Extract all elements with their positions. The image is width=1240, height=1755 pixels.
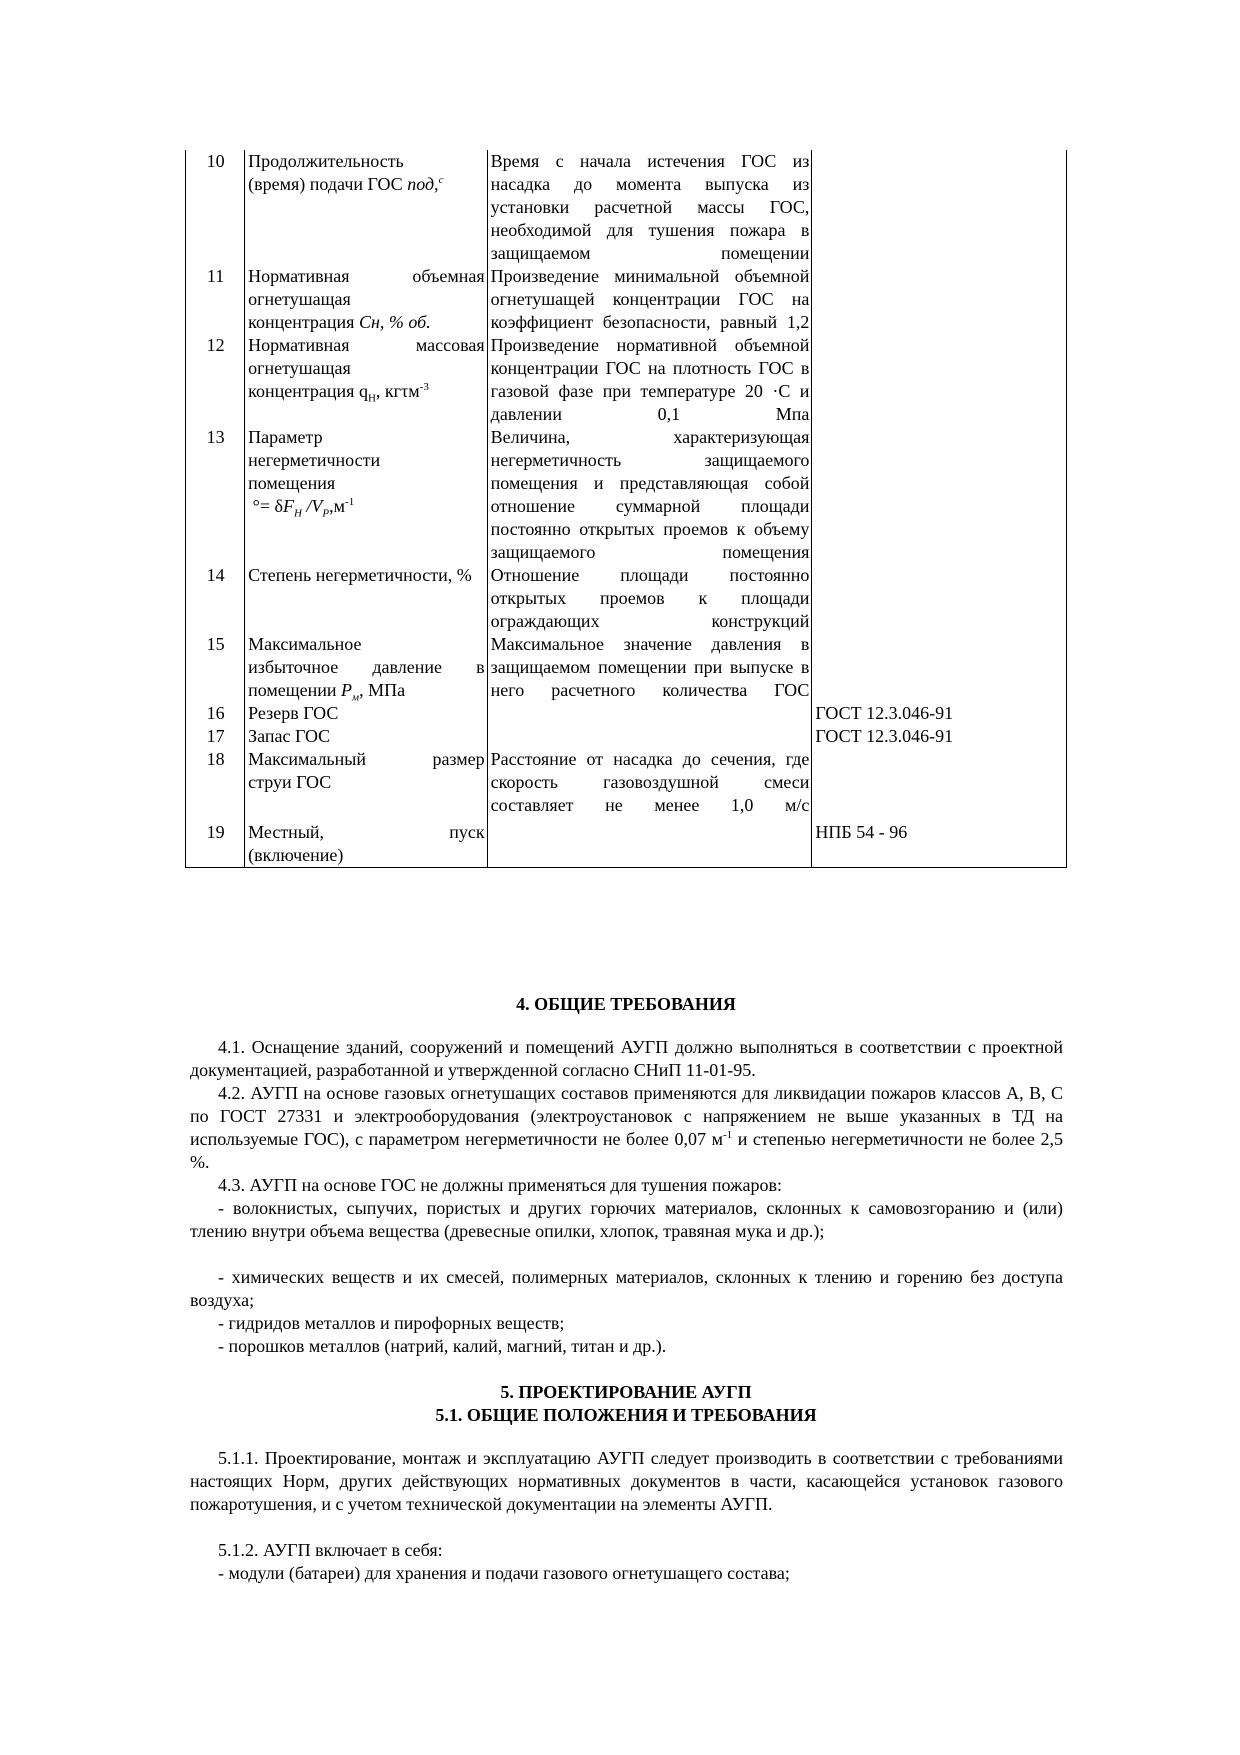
table-row bbox=[186, 334, 1067, 426]
term-definition: Произведение нормативной объемной концентрации ГОС на плотность ГОС в газовой фазе при температуре 20 ·С и давлении 0,1 Мпа bbox=[487, 334, 812, 426]
term-reference bbox=[812, 564, 1067, 633]
paragraph-text: - порошков металлов (натрий, калий, магний, титан и др.). bbox=[218, 1336, 667, 1356]
row-number: 11 bbox=[186, 265, 245, 334]
paragraph-text: - модули (батареи) для хранения и подачи газового огнетушащего состава; bbox=[218, 1563, 790, 1583]
paragraph-text: - гидридов металлов и пирофорных веществ; bbox=[218, 1313, 565, 1333]
paragraph-text: 5.1.2. АУГП включает в себя: bbox=[218, 1540, 443, 1560]
paragraph-text: - волокнистых, сыпучих, пористых и других горючих материалов, склонных к самовозгоранию и (или) тлению внутри объема вещества (древесные опилки, хлопок, травяная мука и др.); bbox=[190, 1198, 1063, 1241]
term-reference bbox=[812, 150, 1067, 265]
row-number: 19 bbox=[186, 817, 245, 868]
term-reference bbox=[812, 265, 1067, 334]
row-number: 18 bbox=[186, 748, 245, 817]
paragraph-text: 4.2. АУГП на основе газовых огнетушащих составов применяются для ликвидации пожаров классов А, В, С по ГОСТ 27331 и электрооборудования (электроустановок с напряжением не выше указанных в ТД на используемые ГОС), с параметром негерметичности не более 0,07 м bbox=[190, 1083, 1063, 1149]
list-item bbox=[190, 1266, 1063, 1312]
table-row bbox=[186, 748, 1067, 817]
list-item bbox=[190, 1335, 1063, 1358]
list-item bbox=[190, 1197, 1063, 1243]
term-name: Резерв ГОС bbox=[245, 702, 488, 725]
term-reference bbox=[812, 633, 1067, 702]
term-definition bbox=[487, 725, 812, 748]
row-number: 16 bbox=[186, 702, 245, 725]
table-row bbox=[186, 817, 1067, 868]
paragraph-4-1 bbox=[190, 1036, 1063, 1082]
term-name: Запас ГОС bbox=[245, 725, 488, 748]
paragraph-5-1-1 bbox=[190, 1447, 1063, 1516]
term-reference bbox=[812, 748, 1067, 817]
row-number: 12 bbox=[186, 334, 245, 426]
paragraph-4-3 bbox=[190, 1174, 1063, 1197]
paragraph-text: - химических веществ и их смесей, полимерных материалов, склонных к тлению и горению без доступа воздуха; bbox=[190, 1267, 1063, 1310]
superscript: -1 bbox=[722, 1129, 733, 1141]
term-definition bbox=[487, 817, 812, 868]
paragraph-text: 4.3. АУГП на основе ГОС не должны применяться для тушения пожаров: bbox=[218, 1175, 782, 1195]
term-definition: Максимальное значение давления в защищаемом помещении при выпуске в него расчетного количества ГОС bbox=[487, 633, 812, 702]
table-row bbox=[186, 265, 1067, 334]
term-reference: ГОСТ 12.3.046-91 bbox=[812, 725, 1067, 748]
term-definition: Величина, характеризующая негерметичность защищаемого помещения и представляющая собой отношение суммарной площади постоянно открытых проемов к объему защищаемого помещения bbox=[487, 426, 812, 564]
definitions-table bbox=[185, 150, 1067, 868]
paragraph-text: 5.1.1. Проектирование, монтаж и эксплуатацию АУГП следует производить в соответствии с требованиями настоящих Норм, других действующих нормативных документов в части, касающейся установок газового пожаротушения, и с учетом технической документации на элементы АУГП. bbox=[190, 1448, 1063, 1514]
row-number: 17 bbox=[186, 725, 245, 748]
list-item bbox=[190, 1562, 1063, 1585]
paragraph-text: 4.1. Оснащение зданий, сооружений и помещений АУГП должно выполняться в соответствии с проектной документацией, разработанной и утвержденной согласно СНиП 11-01-95. bbox=[190, 1037, 1063, 1080]
table-row bbox=[186, 426, 1067, 564]
row-number: 14 bbox=[186, 564, 245, 633]
term-reference bbox=[812, 426, 1067, 564]
paragraph-5-1-2 bbox=[190, 1539, 1063, 1562]
row-number: 10 bbox=[186, 150, 245, 265]
term-name: Параметр негерметичности помещения °= $\delta F_Н$ $/V_Р,м^{-1}$ bbox=[245, 426, 488, 564]
term-definition: Расстояние от насадка до сечения, где скорость газовоздушной смеси составляет не менее 1,0 м/с bbox=[487, 748, 812, 817]
term-name: Степень негерметичности, % bbox=[245, 564, 488, 633]
term-name: Продолжительность (время) подачи ГОС под,$^с$ bbox=[245, 150, 488, 265]
table-row bbox=[186, 702, 1067, 725]
term-name: Нормативная массовая огнетушащая концентрация $q_Н$, кгτм$^{-3}$ bbox=[245, 334, 488, 426]
term-name: Нормативная объемная огнетушащая концентрация Сн, % об. bbox=[245, 265, 488, 334]
term-name: Местный, пуск (включение) bbox=[245, 817, 488, 868]
section-5-1-title: 5.1. ОБЩИЕ ПОЛОЖЕНИЯ И ТРЕБОВАНИЯ bbox=[435, 1405, 817, 1425]
term-reference: НПБ 54 - 96 bbox=[812, 817, 1067, 868]
row-number: 15 bbox=[186, 633, 245, 702]
table-row bbox=[186, 564, 1067, 633]
term-name: Максимальное избыточное давление в помещении $Р_м$, МПа bbox=[245, 633, 488, 702]
table-row bbox=[186, 725, 1067, 748]
term-definition: Время с начала истечения ГОС из насадка до момента выпуска из установки расчетной массы ГОС, необходимой для тушения пожара в защищаемом помещении bbox=[487, 150, 812, 265]
paragraph-4-2 bbox=[190, 1082, 1063, 1174]
term-definition bbox=[487, 702, 812, 725]
table-row bbox=[186, 633, 1067, 702]
section-4-title: 4. ОБЩИЕ ТРЕБОВАНИЯ bbox=[516, 994, 736, 1014]
table-row bbox=[186, 150, 1067, 265]
section-5-title: 5. ПРОЕКТИРОВАНИЕ АУГП bbox=[500, 1382, 752, 1402]
term-definition: Отношение площади постоянно открытых проемов к площади ограждающих конструкций bbox=[487, 564, 812, 633]
row-number: 13 bbox=[186, 426, 245, 564]
term-name: Максимальный размер струи ГОС bbox=[245, 748, 488, 817]
term-definition: Произведение минимальной объемной огнетушащей концентрации ГОС на коэффициент безопасности, равный 1,2 bbox=[487, 265, 812, 334]
term-reference bbox=[812, 334, 1067, 426]
paragraph-text: и степенью негерметичности не более 2,5 %. bbox=[190, 1129, 1063, 1172]
list-item bbox=[190, 1312, 1063, 1335]
term-reference: ГОСТ 12.3.046-91 bbox=[812, 702, 1067, 725]
